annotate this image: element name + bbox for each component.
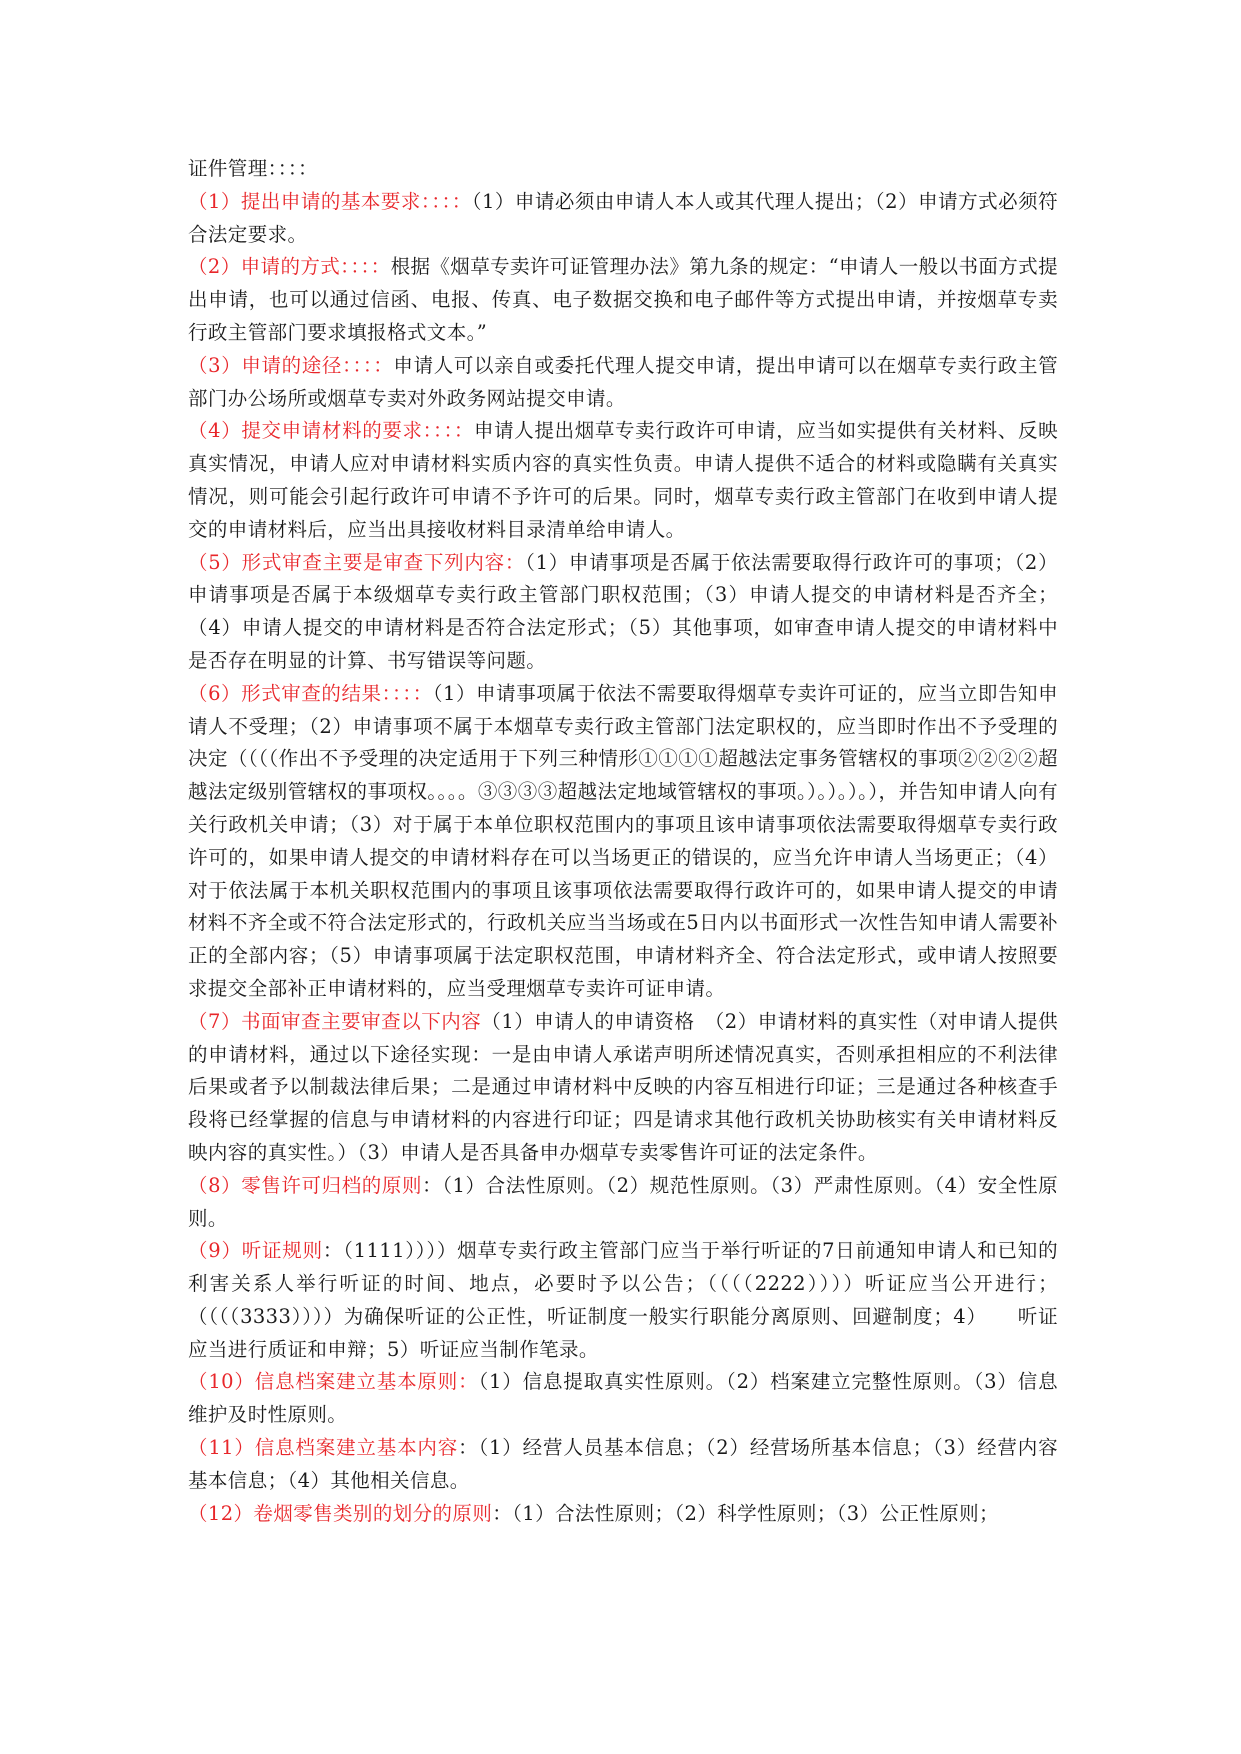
- paragraph-5: [188, 547, 1058, 678]
- paragraph-3-text: 申请人可以亲自或委托代理人提交申请，提出申请可以在烟草专卖行政主管部门办公场所或烟草专卖对外政务网站提交申请。: [188, 353, 1058, 410]
- paragraph-11-heading: （11）信息档案建立基本内容: [188, 1436, 459, 1460]
- paragraph-8: [188, 1170, 1058, 1236]
- paragraph-7-text: （1）申请人的申请资格 （2）申请材料的真实性（对申请人提供的申请材料，通过以下途径实现：一是由申请人承诺声明所述情况真实，否则承担相应的不利法律后果或者予以制裁法律后果；二是通过申请材料中反映的内容互相进行印证；三是通过各种核查手段将已经掌握的信息与申请材料的内容进行印证；四是请求其他行政机关协助核实有关申请材料反映内容的真实性。）（3）申请人是否具备申办烟草专卖零售许可证的法定条件。: [188, 1009, 1058, 1164]
- paragraph-6: [188, 678, 1058, 1006]
- paragraph-10-heading: （10）信息档案建立基本原则：: [188, 1370, 479, 1394]
- paragraph-4-heading: （4）提交申请材料的要求：：：：: [188, 419, 474, 443]
- paragraph-6-text: （1）申请事项属于依法不需要取得烟草专卖许可证的，应当立即告知申请人不受理；（2）申请事项不属于本烟草专卖行政主管部门法定职权的，应当即时作出不予受理的决定（（（（作出不予受理的决定适用于下列三种情形①①①①超越法定事务管辖权的事项②②②②超越法定级别管辖权的事项权。。。。③③③③超越法定地域管辖权的事项。）。）。）。），并告知申请人向有关行政机关申请；（3）对于属于本单位职权范围内的事项且该申请事项依法需要取得烟草专卖行政许可的，如果申请人提交的申请材料存在可以当场更正的错误的，应当允许申请人当场更正；（4）对于依法属于本机关职权范围内的事项且该事项依法需要取得行政许可的，如果申请人提交的申请材料不齐全或不符合法定形式的，行政机关应当当场或在5日内以书面形式一次性告知申请人需要补正的全部内容；（5）申请事项属于法定职权范围，申请材料齐全、符合法定形式，或申请人按照要求提交全部补正申请材料的，应当受理烟草专卖许可证申请。: [188, 681, 1058, 1000]
- paragraph-1-text: （1）申请必须由申请人本人或其代理人提出；（2）申请方式必须符合法定要求。: [188, 189, 1058, 246]
- paragraph-12-heading: （12）卷烟零售类别的划分的原则: [188, 1501, 493, 1525]
- paragraph-9-text: ：（1111））））烟草专卖行政主管部门应当于举行听证的7日前通知申请人和已知的利害关系人举行听证的时间、地点，必要时予以公告；（（（（2222））））听证应当公开进行；（（（（3333））））为确保听证的公正性，听证制度一般实行职能分离原则、回避制度；4） 听证应当进行质证和申辩；5）听证应当制作笔录。: [188, 1239, 1058, 1361]
- paragraph-10: [188, 1366, 1058, 1432]
- paragraph-2-text: 根据《烟草专卖许可证管理办法》第九条的规定：“申请人一般以书面方式提出申请，也可以通过信函、电报、传真、电子数据交换和电子邮件等方式提出申请，并按烟草专卖行政主管部门要求填报格式文本。”: [188, 255, 1058, 344]
- paragraph-6-heading: （6）形式审查的结果：：：：: [188, 681, 433, 705]
- paragraph-9: [188, 1235, 1058, 1366]
- paragraph-1-heading: （1）提出申请的基本要求：：：：: [188, 189, 472, 213]
- paragraph-10-text: （1）信息提取真实性原则。（2）档案建立完整性原则。（3）信息维护及时性原则。: [188, 1370, 1058, 1427]
- paragraph-3: [188, 350, 1058, 416]
- paragraph-1: [188, 186, 1058, 252]
- paragraph-4-text: 申请人提出烟草专卖行政许可申请，应当如实提供有关材料、反映真实情况，申请人应对申请材料实质内容的真实性负责。申请人提供不适合的材料或隐瞒有关真实情况，则可能会引起行政许可申请不予许可的后果。同时，烟草专卖行政主管部门在收到申请人提交的申请材料后，应当出具接收材料目录清单给申请人。: [188, 419, 1058, 541]
- paragraph-9-heading: （9）听证规则: [188, 1239, 323, 1263]
- paragraph-2-heading: （2）申请的方式：：：：: [188, 255, 391, 279]
- paragraph-8-text: ：（1）合法性原则。（2）规范性原则。（3）严肃性原则。（4）安全性原则。: [188, 1173, 1058, 1230]
- paragraph-4: [188, 415, 1058, 546]
- paragraph-5-heading: （5）形式审查主要是审查下列内容：: [188, 550, 526, 574]
- paragraph-2: [188, 251, 1058, 349]
- paragraph-5-text: （1）申请事项是否属于依法需要取得行政许可的事项；（2）申请事项是否属于本级烟草专卖行政主管部门职权范围；（3）申请人提交的申请材料是否齐全；（4）申请人提交的申请材料是否符合法定形式；（5）其他事项，如审查申请人提交的申请材料中是否存在明显的计算、书写错误等问题。: [188, 550, 1058, 672]
- document-body: [188, 153, 1058, 1530]
- section-title: 证件管理：：：：: [188, 157, 318, 180]
- paragraph-3-heading: （3）申请的途径：：：：: [188, 353, 394, 377]
- paragraph-7: [188, 1006, 1058, 1170]
- paragraph-12: [188, 1498, 1058, 1531]
- paragraph-12-text: ：（1）合法性原则；（2）科学性原则；（3）公正性原则；: [492, 1501, 999, 1525]
- paragraph-11: [188, 1432, 1058, 1498]
- paragraph-8-heading: （8）零售许可归档的原则: [188, 1173, 423, 1197]
- paragraph-7-heading: （7）书面审查主要审查以下内容: [188, 1009, 482, 1033]
- paragraph-11-text: ：（1）经营人员基本信息；（2）经营场所基本信息；（3）经营内容基本信息；（4）其他相关信息。: [188, 1436, 1058, 1492]
